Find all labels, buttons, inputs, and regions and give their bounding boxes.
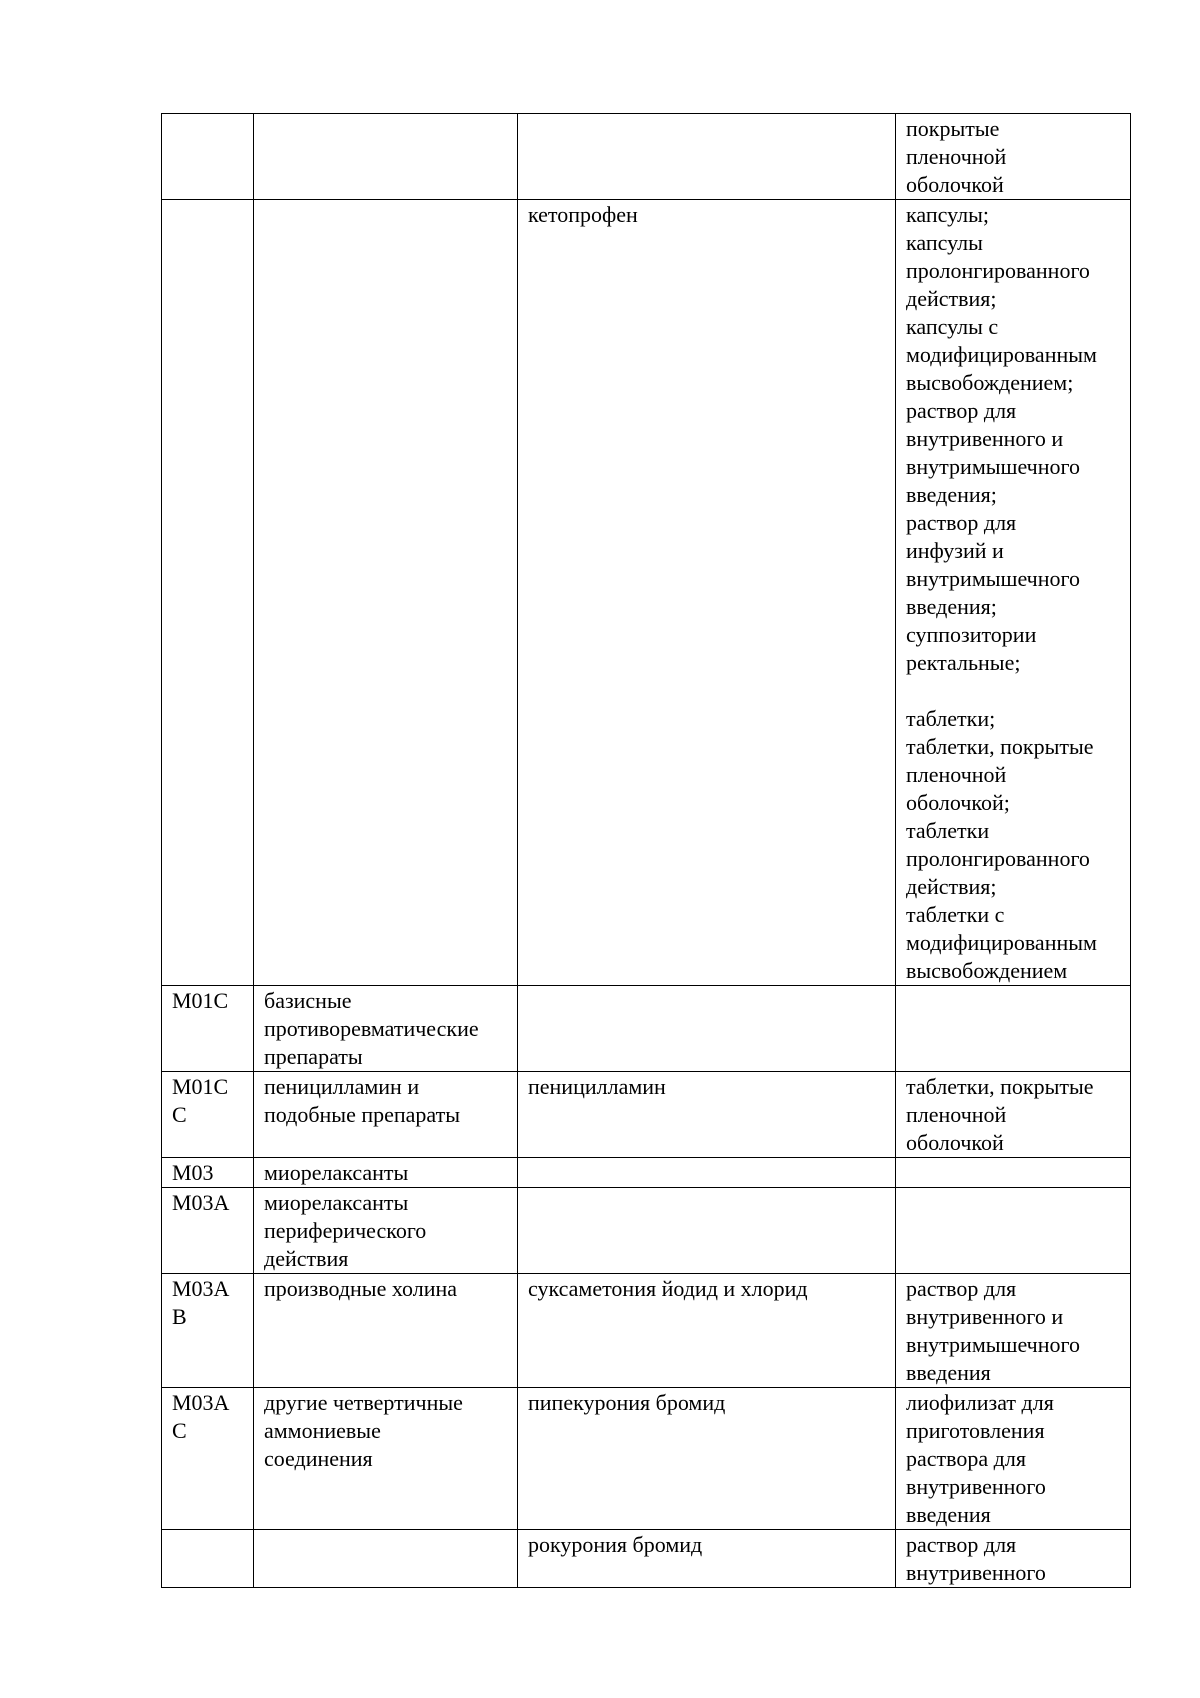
drug-name-cell (518, 1388, 896, 1530)
dosage-form-cell (896, 1530, 1131, 1588)
drug-name-cell (518, 986, 896, 1072)
group-name: другие четвертичные аммониевые соединения (264, 1390, 463, 1471)
table-row (162, 1530, 1131, 1588)
drug-name: суксаметония йодид и хлорид (528, 1276, 808, 1301)
group-name-cell (254, 200, 518, 986)
dosage-form-cell (896, 1072, 1131, 1158)
atc-code-cell (162, 114, 254, 200)
atc-code: M03A C (172, 1390, 230, 1443)
group-name-cell (254, 1274, 518, 1388)
atc-code-cell (162, 1188, 254, 1274)
table-row (162, 1188, 1131, 1274)
atc-code-cell (162, 200, 254, 986)
group-name: миорелаксанты (264, 1160, 409, 1185)
atc-code: M01C (172, 988, 229, 1013)
dosage-form-cell (896, 1274, 1131, 1388)
drug-name-cell (518, 114, 896, 200)
dosage-form-cell (896, 1388, 1131, 1530)
drug-list-table (161, 113, 1131, 1588)
dosage-form: раствор для внутривенного и внутримышечного введения (906, 1276, 1080, 1385)
atc-code: M03A (172, 1190, 230, 1215)
atc-code: M03 (172, 1160, 214, 1185)
drug-name-cell (518, 1188, 896, 1274)
drug-name: рокурония бромид (528, 1532, 703, 1557)
drug-name-cell (518, 1274, 896, 1388)
group-name-cell (254, 1530, 518, 1588)
table-row (162, 1072, 1131, 1158)
dosage-form-cell (896, 986, 1131, 1072)
dosage-form: лиофилизат для приготовления раствора для внутривенного введения (906, 1390, 1054, 1527)
group-name-cell (254, 114, 518, 200)
atc-code-cell (162, 986, 254, 1072)
dosage-form: раствор для внутривенного (906, 1532, 1046, 1585)
drug-name: кетопрофен (528, 202, 638, 227)
atc-code-cell (162, 1530, 254, 1588)
table-row (162, 1158, 1131, 1188)
group-name-cell (254, 1072, 518, 1158)
dosage-form-cell (896, 1188, 1131, 1274)
atc-code: M01C C (172, 1074, 229, 1127)
drug-name-cell (518, 1530, 896, 1588)
atc-code-cell (162, 1388, 254, 1530)
group-name-cell (254, 1158, 518, 1188)
atc-code-cell (162, 1072, 254, 1158)
atc-code: M03A B (172, 1276, 230, 1329)
group-name: базисные противоревматические препараты (264, 988, 479, 1069)
table-row (162, 200, 1131, 986)
group-name-cell (254, 1188, 518, 1274)
table-row (162, 114, 1131, 200)
atc-code-cell (162, 1158, 254, 1188)
group-name: производные холина (264, 1276, 458, 1301)
drug-name-cell (518, 1072, 896, 1158)
dosage-form: капсулы; капсулы пролонгированного действия; капсулы с модифицированным высвобождением; раствор для внутривенного и внутримышечного введения; раствор для инфузий и внутримышечного введения; суппозитории ректальные; таблетки; таблетки, покрытые пленочной оболочкой; таблетки пролонгированного действия; таблетки с модифицированным высвобождением (906, 202, 1097, 983)
dosage-form: таблетки, покрытые пленочной оболочкой (906, 1074, 1094, 1155)
drug-name-cell (518, 200, 896, 986)
group-name: миорелаксанты периферического действия (264, 1190, 427, 1271)
drug-name: пеницилламин (528, 1074, 666, 1099)
table-row (162, 986, 1131, 1072)
group-name: пеницилламин и подобные препараты (264, 1074, 461, 1127)
group-name-cell (254, 1388, 518, 1530)
table-row (162, 1388, 1131, 1530)
drug-name-cell (518, 1158, 896, 1188)
dosage-form-cell (896, 1158, 1131, 1188)
drug-name: пипекурония бромид (528, 1390, 726, 1415)
table-row (162, 1274, 1131, 1388)
dosage-form: покрытые пленочной оболочкой (906, 116, 1007, 197)
dosage-form-cell (896, 114, 1131, 200)
atc-code-cell (162, 1274, 254, 1388)
dosage-form-cell (896, 200, 1131, 986)
group-name-cell (254, 986, 518, 1072)
